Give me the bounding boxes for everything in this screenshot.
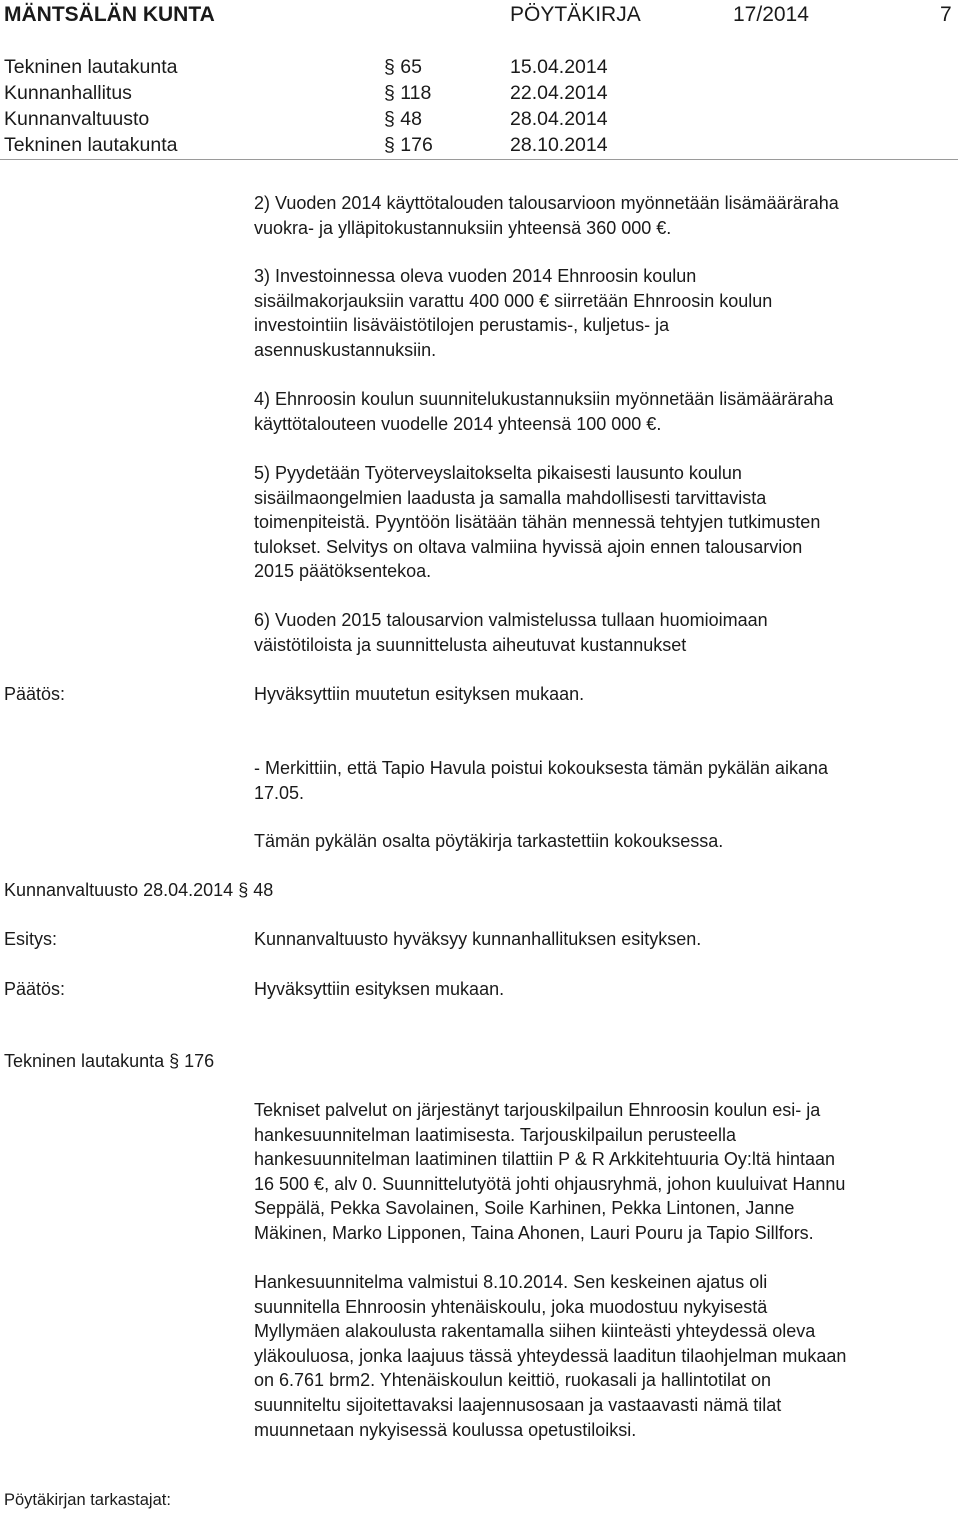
document-type: PÖYTÄKIRJA [510,3,641,26]
page-number: 7 [940,3,952,26]
reference-date: 22.04.2014 [510,82,608,104]
text-line: sisäilmaongelmien laadusta ja samalla mahdollisesti tarvittavista [254,487,767,508]
text-line: toimenpiteistä. Pyyntöön lisätään tähän mennessä tehtyjen tutkimusten [254,512,821,533]
text-line: hankesuunnitelman laatimisesta. Tarjouskilpailun perusteella [254,1124,736,1145]
reference-section: § 118 [384,82,432,104]
document-number: 17/2014 [733,3,809,26]
reference-body: Kunnanvaltuusto [4,108,150,130]
text-line: Hyväksyttiin esityksen mukaan. [254,979,505,999]
note-text [254,756,958,805]
project-plan-paragraph [254,1270,958,1442]
technical-services-paragraph [254,1098,958,1246]
text-line: tulokset. Selvitys on oltava valmiina hyvissä ajoin ennen talousarvion [254,536,803,557]
text-line: - Merkittiin, että Tapio Havula poistui kokouksesta tämän pykälän aikana [254,758,828,778]
text-line: 6) Vuoden 2015 talousarvion valmistelussa tullaan huomioimaan [254,610,768,630]
text-line: yläkouluosa, jonka laajuus tässä yhteydessä laaditun tilaohjelman mukaan [254,1345,847,1366]
paragraph-item-3 [254,264,958,362]
text-line: 5) Pyydetään Työterveyslaitokselta pikaisesti lausunto koulun [254,463,742,483]
text-line: suunniteltu sijoitettavaksi laajennusosaan ja vastaavasti nämä tilat [254,1394,782,1415]
reference-date: 28.10.2014 [510,134,608,156]
text-line: Tämän pykälän osalta pöytäkirja tarkastettiin kokouksessa. [254,831,724,851]
text-line: investointiin lisäväistötilojen perustamis-, kuljetus- ja [254,315,670,336]
header-divider [0,159,958,160]
text-line: asennuskustannuksiin. [254,339,437,360]
text-line: sisäilmakorjauksiin varattu 400 000 € siirretään Ehnroosin koulun [254,290,773,311]
text-line: käyttötalouteen vuodelle 2014 yhteensä 100 000 €. [254,413,662,434]
decision-label: Päätös: [4,684,66,704]
text-line: väistötiloista ja suunnittelusta aiheutuvat kustannukset [254,634,687,655]
paragraph-item-5 [254,461,958,584]
text-line: hankesuunnitelman laatiminen tilattiin P & R Arkkitehtuuria Oy:ltä hintaan [254,1149,835,1170]
reference-section: § 48 [384,108,422,130]
text-line: Seppälä, Pekka Savolainen, Soile Karhinen, Pekka Lintonen, Janne [254,1198,795,1219]
proposal-text [254,927,958,952]
text-line: 2015 päätöksentekoa. [254,561,432,582]
paragraph-item-4 [254,387,958,436]
text-line: 3) Investoinnessa oleva vuoden 2014 Ehnroosin koulun [254,266,697,286]
municipality-name: MÄNTSÄLÄN KUNTA [4,3,215,26]
minutes-verifiers-label: Pöytäkirjan tarkastajat: [4,1491,171,1509]
reference-date: 28.04.2014 [510,108,608,130]
text-line: Myllymäen alakoulusta rakentamalla siihen kiinteästi yhteydessä oleva [254,1321,816,1342]
decision-label: Päätös: [4,979,66,999]
text-line: suunnitella Ehnroosin yhtenäiskoulu, joka muodostuu nykyisestä [254,1296,768,1317]
text-line: 2) Vuoden 2014 käyttötalouden talousarvioon myönnetään lisämääräraha [254,193,839,213]
reference-body: Tekninen lautakunta [4,134,178,156]
technical-board-section-heading: Tekninen lautakunta § 176 [4,1051,215,1071]
text-line: 17.05. [254,782,305,803]
verification-text [254,829,958,854]
text-line: Kunnanvaltuusto hyväksyy kunnanhallituksen esityksen. [254,929,702,949]
text-line: 16 500 €, alv 0. Suunnittelutyötä johti ohjausryhmä, johon kuuluivat Hannu [254,1173,846,1194]
council-section-heading: Kunnanvaltuusto 28.04.2014 § 48 [4,880,274,900]
text-line: Hankesuunnitelma valmistui 8.10.2014. Sen keskeinen ajatus oli [254,1272,768,1292]
text-line: Mäkinen, Marko Lipponen, Taina Ahonen, Lauri Pouru ja Tapio Sillfors. [254,1222,814,1243]
reference-body: Kunnanhallitus [4,82,132,104]
paragraph-item-2 [254,191,958,240]
text-line: muunnetaan nykyisessä koulussa opetustiloiksi. [254,1419,637,1440]
text-line: Hyväksyttiin muutetun esityksen mukaan. [254,684,585,704]
paragraph-item-6 [254,608,958,657]
reference-section: § 176 [384,134,433,156]
text-line: 4) Ehnroosin koulun suunnitelukustannuksiin myönnetään lisämääräraha [254,389,834,409]
decision-text-1 [254,682,958,707]
text-line: on 6.761 brm2. Yhtenäiskoulun keittiö, ruokasali ja hallintotilat on [254,1370,771,1391]
decision-text-2 [254,977,958,1002]
reference-section: § 65 [384,56,422,78]
text-line: Tekniset palvelut on järjestänyt tarjouskilpailun Ehnroosin koulun esi- ja [254,1100,821,1120]
proposal-label: Esitys: [4,929,58,949]
reference-date: 15.04.2014 [510,56,608,78]
text-line: vuokra- ja ylläpitokustannuksiin yhteensä 360 000 €. [254,217,672,238]
reference-body: Tekninen lautakunta [4,56,178,78]
